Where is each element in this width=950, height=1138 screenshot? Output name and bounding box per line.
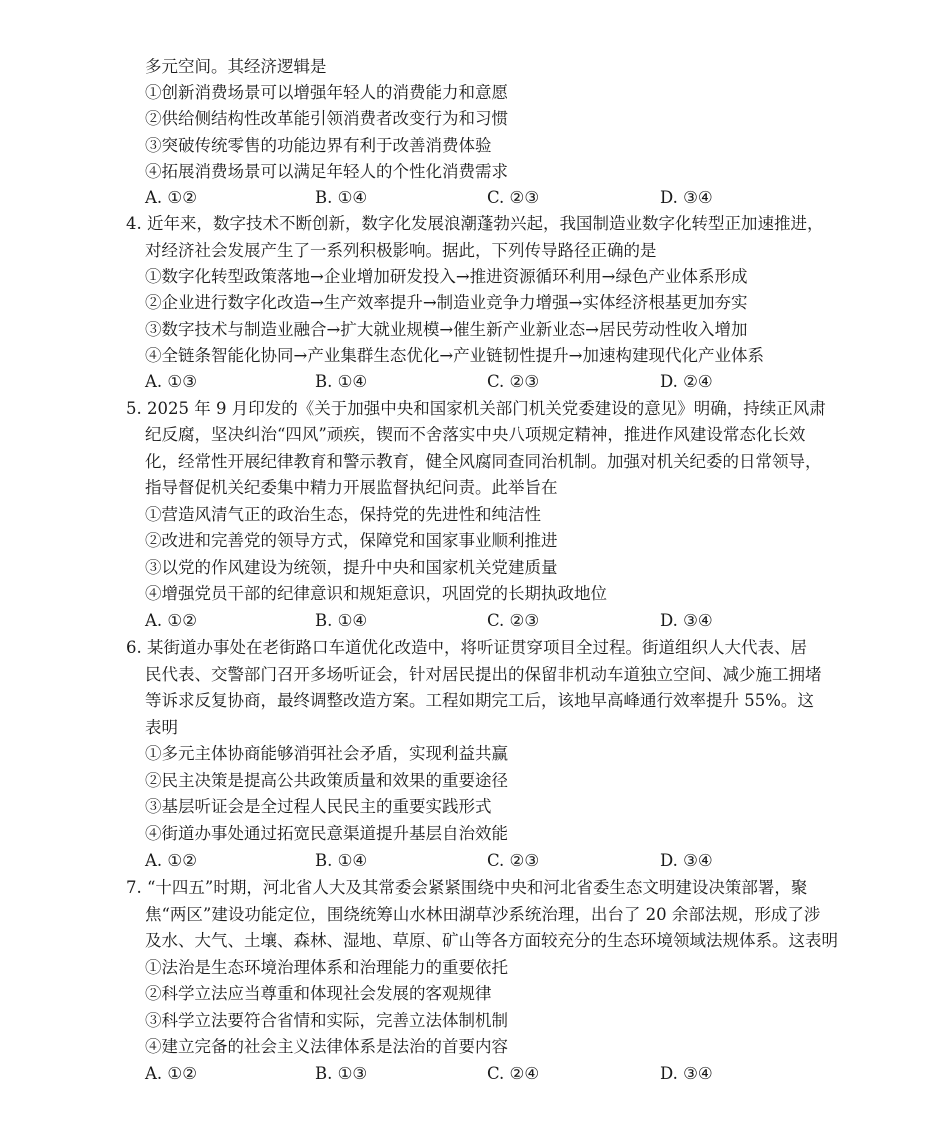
statement-3: ③突破传统零售的功能边界有利于改善消费体验 (145, 136, 492, 155)
question-stem-line: 6. 某街道办事处在老街路口车道优化改造中，将听证贯穿项目全过程。街道组织人大代表、居 (126, 638, 807, 657)
option-b[interactable]: B. ①④ (315, 188, 368, 207)
statement-3: ③数字技术与制造业融合→扩大就业规模→催生新产业新业态→居民劳动性收入增加 (145, 320, 748, 339)
answer-options (145, 186, 845, 210)
question-stem-line: 指导督促机关纪委集中精力开展监督执纪问责。此举旨在 (145, 478, 558, 497)
statement-1: ①法治是生态环境治理体系和治理能力的重要依托 (145, 958, 508, 977)
answer-options (145, 370, 845, 394)
question-stem-line: 多元空间。其经济逻辑是 (145, 57, 327, 76)
option-b[interactable]: B. ①④ (315, 372, 368, 391)
question-stem-line: 4. 近年来，数字技术不断创新，数字化发展浪潮蓬勃兴起，我国制造业数字化转型正加速推进， (126, 214, 824, 233)
question-stem-line: 表明 (145, 718, 178, 737)
question-stem-line: 纪反腐，坚决纠治“四风”顽疾，锲而不舍落实中央八项规定精神，推进作风建设常态化长效 (145, 425, 806, 444)
question-stem-line: 焦“两区”建设功能定位，围绕统筹山水林田湖草沙系统治理，出台了 20 余部法规，形成了涉 (145, 905, 821, 924)
option-c[interactable]: C. ②③ (487, 611, 540, 630)
statement-3: ③科学立法要符合省情和实际，完善立法体制机制 (145, 1011, 508, 1030)
option-c[interactable]: C. ②③ (487, 851, 540, 870)
statement-4: ④建立完备的社会主义法律体系是法治的首要内容 (145, 1037, 508, 1056)
question-stem-line: 等诉求反复协商，最终调整改造方案。工程如期完工后，该地早高峰通行效率提升 55%。这 (145, 691, 814, 710)
statement-1: ①多元主体协商能够消弭社会矛盾，实现利益共赢 (145, 744, 508, 763)
statement-1: ①营造风清气正的政治生态，保持党的先进性和纯洁性 (145, 505, 541, 524)
statement-3: ③基层听证会是全过程人民民主的重要实践形式 (145, 797, 492, 816)
question-stem-line: 民代表、交警部门召开多场听证会，针对居民提出的保留非机动车道独立空间、减少施工拥堵 (145, 665, 822, 684)
question-stem-line: 对经济社会发展产生了一系列积极影响。据此，下列传导路径正确的是 (145, 241, 657, 260)
statement-2: ②民主决策是提高公共政策质量和效果的重要途径 (145, 771, 508, 790)
answer-options (145, 849, 845, 873)
statement-4: ④拓展消费场景可以满足年轻人的个性化消费需求 (145, 162, 508, 181)
option-a[interactable]: A. ①③ (145, 372, 197, 391)
option-a[interactable]: A. ①② (145, 611, 197, 630)
option-d[interactable]: D. ③④ (660, 1064, 713, 1083)
option-d[interactable]: D. ③④ (660, 851, 713, 870)
option-c[interactable]: C. ②④ (487, 1064, 540, 1083)
question-stem-line: 5. 2025 年 9 月印发的《关于加强中央和国家机关部门机关党委建设的意见》明确，持续正风肃 (126, 399, 826, 418)
statement-2: ②供给侧结构性改革能引领消费者改变行为和习惯 (145, 109, 508, 128)
statement-1: ①创新消费场景可以增强年轻人的消费能力和意愿 (145, 83, 508, 102)
statement-4: ④街道办事处通过拓宽民意渠道提升基层自治效能 (145, 824, 508, 843)
question-stem-line: 7. “十四五”时期，河北省人大及其常委会紧紧围绕中央和河北省委生态文明建设决策部署，聚 (126, 878, 808, 897)
statement-2: ②改进和完善党的领导方式，保障党和国家事业顺利推进 (145, 531, 558, 550)
question-stem-line: 及水、大气、土壤、森林、湿地、草原、矿山等各方面较充分的生态环境领域法规体系。这表明 (145, 931, 838, 950)
statement-1: ①数字化转型政策落地→企业增加研发投入→推进资源循环利用→绿色产业体系形成 (145, 267, 748, 286)
option-d[interactable]: D. ③④ (660, 611, 713, 630)
option-c[interactable]: C. ②③ (487, 188, 540, 207)
answer-options (145, 1062, 845, 1086)
option-c[interactable]: C. ②③ (487, 372, 540, 391)
option-b[interactable]: B. ①④ (315, 851, 368, 870)
option-b[interactable]: B. ①③ (315, 1064, 368, 1083)
option-d[interactable]: D. ②④ (660, 372, 713, 391)
question-stem-line: 化，经常性开展纪律教育和警示教育，健全风腐同查同治机制。加强对机关纪委的日常领导， (145, 452, 822, 471)
statement-4: ④增强党员干部的纪律意识和规矩意识，巩固党的长期执政地位 (145, 584, 607, 603)
option-a[interactable]: A. ①② (145, 1064, 197, 1083)
statement-3: ③以党的作风建设为统领，提升中央和国家机关党建质量 (145, 558, 558, 577)
answer-options (145, 609, 845, 633)
option-a[interactable]: A. ①② (145, 188, 197, 207)
statement-2: ②企业进行数字化改造→生产效率提升→制造业竞争力增强→实体经济根基更加夯实 (145, 293, 748, 312)
option-b[interactable]: B. ①④ (315, 611, 368, 630)
statement-4: ④全链条智能化协同→产业集群生态优化→产业链韧性提升→加速构建现代化产业体系 (145, 346, 764, 365)
statement-2: ②科学立法应当尊重和体现社会发展的客观规律 (145, 984, 492, 1003)
option-d[interactable]: D. ③④ (660, 188, 713, 207)
option-a[interactable]: A. ①② (145, 851, 197, 870)
